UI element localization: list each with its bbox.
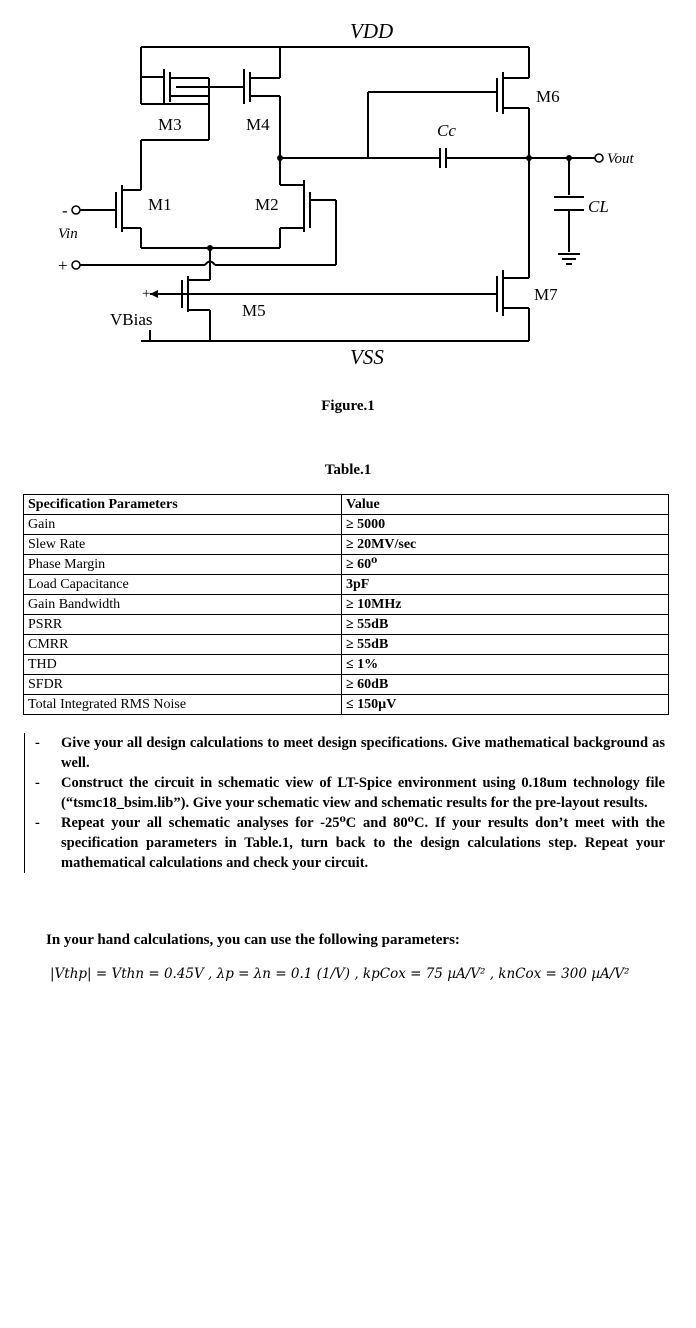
parameter-cell: Load Capacitance — [24, 575, 342, 595]
table-row — [24, 615, 669, 635]
vss-label: VSS — [350, 345, 384, 369]
vout-label: Vout — [607, 151, 634, 167]
table-row — [24, 535, 669, 555]
parameter-cell: THD — [24, 655, 342, 675]
vbias-plus-label: + — [142, 286, 151, 302]
table-row — [24, 675, 669, 695]
vbias-minus-label: - — [147, 333, 152, 349]
m2-label: M2 — [255, 195, 279, 214]
specification-table — [23, 494, 669, 715]
m5-label: M5 — [242, 301, 266, 320]
parameters-note: In your hand calculations, you can use the following parameters: — [46, 932, 460, 948]
table-row — [24, 595, 669, 615]
vin-plus-label: + — [58, 256, 68, 275]
figure-caption: Figure.1 — [321, 398, 375, 414]
vin-minus-label: - — [62, 201, 68, 220]
parameter-cell: SFDR — [24, 675, 342, 695]
op-amp-schematic — [0, 0, 696, 420]
column-header-value: Value — [342, 495, 669, 515]
value-cell: ≥ 60dB — [342, 675, 669, 695]
task-item: - Construct the circuit in schematic view of LT-Spice environment using 0.18um technology file (“tsmc18_bsim.lib”). Give your schematic view and schematic results for the pre-layout results. — [35, 775, 665, 811]
parameter-cell: Gain Bandwidth — [24, 595, 342, 615]
value-cell: ≥ 20MV/sec — [342, 535, 669, 555]
vin-label: Vin — [58, 226, 78, 242]
table-row — [24, 695, 669, 715]
value-cell: ≥ 55dB — [342, 635, 669, 655]
table-row — [24, 635, 669, 655]
value-cell: ≥ 60⁰ — [342, 555, 669, 575]
table-caption: Table.1 — [324, 462, 372, 478]
parameter-cell: PSRR — [24, 615, 342, 635]
parameters-formula: |Vthp| = Vthn = 0.45V , λp = λn = 0.1 (1/V) , kpCox = 75 µA/V² , knCox = 300 µA/V² — [50, 966, 630, 982]
task-text: Give your all design calculations to meet design specifications. Give mathematical background as well. — [61, 735, 665, 771]
parameter-cell: Phase Margin — [24, 555, 342, 575]
parameter-cell: CMRR — [24, 635, 342, 655]
value-cell: ≥ 55dB — [342, 615, 669, 635]
value-cell: ≥ 5000 — [342, 515, 669, 535]
task-item: - Give your all design calculations to meet design specifications. Give mathematical background as well. — [35, 735, 665, 771]
m3-label: M3 — [158, 115, 182, 134]
parameter-cell: Total Integrated RMS Noise — [24, 695, 342, 715]
m7-label: M7 — [534, 285, 558, 304]
m4-label: M4 — [246, 115, 270, 134]
column-header-parameter: Specification Parameters — [24, 495, 342, 515]
m1-label: M1 — [148, 195, 172, 214]
table-row — [24, 515, 669, 535]
table-row — [24, 655, 669, 675]
task-text: Repeat your all schematic analyses for -25⁰C and 80⁰C. If your results don’t meet with the specification parameters in Table.1, turn back to the design calculations step. Repeat your mathematical calculations and check your circuit. — [61, 815, 665, 871]
cc-label: Cc — [437, 121, 456, 140]
table-row — [24, 555, 669, 575]
task-list — [24, 733, 665, 873]
task-text: Construct the circuit in schematic view of LT-Spice environment using 0.18um technology file (“tsmc18_bsim.lib”). Give your schematic view and schematic results for the pre-layout results. — [61, 775, 665, 811]
m6-label: M6 — [536, 87, 560, 106]
value-cell: 3pF — [342, 575, 669, 595]
vdd-label: VDD — [350, 19, 394, 43]
task-item: - Repeat your all schematic analyses for -25⁰C and 80⁰C. If your results don’t meet with the specification parameters in Table.1, turn back to the design calculations step. Repeat your mathematical calculations and check your circuit. — [35, 815, 665, 871]
table-header-row — [24, 495, 669, 515]
value-cell: ≤ 150µV — [342, 695, 669, 715]
vbias-label: VBias — [110, 310, 153, 329]
cl-label: CL — [588, 197, 609, 216]
value-cell: ≤ 1% — [342, 655, 669, 675]
parameter-cell: Gain — [24, 515, 342, 535]
value-cell: ≥ 10MHz — [342, 595, 669, 615]
parameter-cell: Slew Rate — [24, 535, 342, 555]
table-row — [24, 575, 669, 595]
